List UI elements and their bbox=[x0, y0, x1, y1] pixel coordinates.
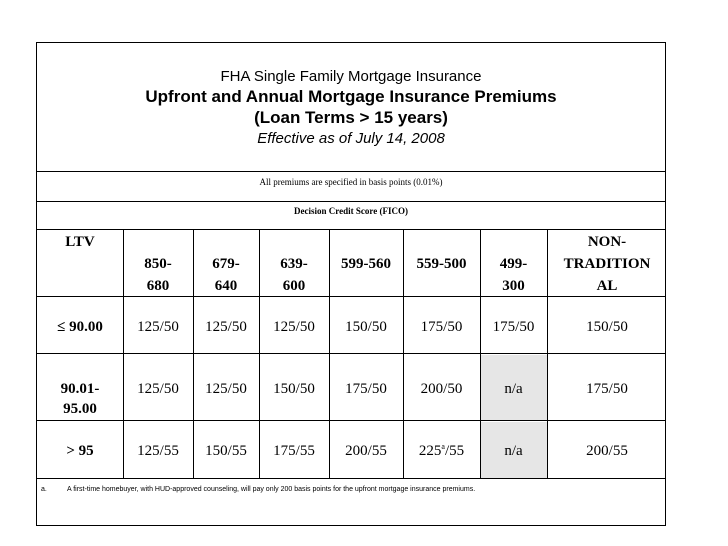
row3-ltv: > 95 bbox=[66, 443, 94, 459]
col-header-679-640: 679- 640 bbox=[212, 256, 240, 294]
footnote-text: A first-time homebuyer, with HUD-approved counseling, will pay only 200 basis points for the upfront mortgage insurance premiums. bbox=[67, 486, 476, 493]
rule-after-row1 bbox=[37, 353, 665, 354]
rule-after-row2 bbox=[37, 420, 665, 421]
row3-cell: 175/55 bbox=[273, 443, 315, 459]
row2-cell: 125/50 bbox=[137, 381, 179, 397]
col-header-non-traditional: NON- TRADITION AL bbox=[563, 234, 651, 294]
row3-cell: 125/55 bbox=[137, 443, 179, 459]
row3-cell: 150/55 bbox=[205, 443, 247, 459]
title-line-4: Effective as of July 14, 2008 bbox=[257, 130, 445, 147]
col-header-850-680: 850- 680 bbox=[144, 256, 172, 294]
rule-after-row3 bbox=[37, 478, 665, 479]
title-line-1: FHA Single Family Mortgage Insurance bbox=[220, 68, 482, 85]
footnote bbox=[41, 486, 475, 493]
row3-cell: 200/55 bbox=[586, 443, 628, 459]
premium-table-frame bbox=[36, 42, 666, 526]
row1-cell: 125/50 bbox=[205, 319, 247, 335]
row3-cell: 200/55 bbox=[345, 443, 387, 459]
row2-cell: 200/50 bbox=[420, 381, 463, 397]
rule-after-title bbox=[37, 171, 665, 172]
row2-cell-na: n/a bbox=[504, 381, 523, 397]
rule-after-score bbox=[37, 229, 665, 230]
footnote-marker: a bbox=[441, 442, 445, 451]
row1-cell: 150/50 bbox=[345, 319, 387, 335]
title-line-3: (Loan Terms > 15 years) bbox=[254, 108, 448, 127]
col-header-559-500: 559-500 bbox=[416, 256, 467, 272]
row3-cell-na: n/a bbox=[504, 443, 523, 459]
row2-cell: 125/50 bbox=[205, 381, 247, 397]
row2-cell: 175/50 bbox=[345, 381, 387, 397]
row3-cell-footnoted: 225$^a$/55 bbox=[418, 442, 465, 459]
col-header-639-600: 639- 600 bbox=[280, 256, 308, 294]
basis-points-note: All premiums are specified in basis points (0.01%) bbox=[259, 177, 443, 187]
row2-cell: 175/50 bbox=[586, 381, 628, 397]
row1-cell: 125/50 bbox=[273, 319, 315, 335]
title-line-2: Upfront and Annual Mortgage Insurance Premiums bbox=[145, 87, 557, 106]
rule-after-basis bbox=[37, 201, 665, 202]
title-block bbox=[37, 67, 665, 149]
row2-ltv: 90.01- 95.00 bbox=[60, 381, 100, 417]
row1-cell: 150/50 bbox=[586, 319, 628, 335]
credit-score-label: Decision Credit Score (FICO) bbox=[294, 206, 408, 216]
row1-cell: 125/50 bbox=[137, 319, 179, 335]
row1-cell: 175/50 bbox=[492, 319, 535, 335]
row1-cell: 175/50 bbox=[420, 319, 463, 335]
col-header-499-300: 499- 300 bbox=[499, 256, 528, 294]
col-header-599-560: 599-560 bbox=[341, 256, 391, 272]
ltv-header: LTV bbox=[65, 234, 95, 250]
footnote-mark: a. bbox=[41, 486, 47, 493]
row2-cell: 150/50 bbox=[273, 381, 315, 397]
row1-ltv: ≤ 90.00 bbox=[57, 319, 103, 335]
